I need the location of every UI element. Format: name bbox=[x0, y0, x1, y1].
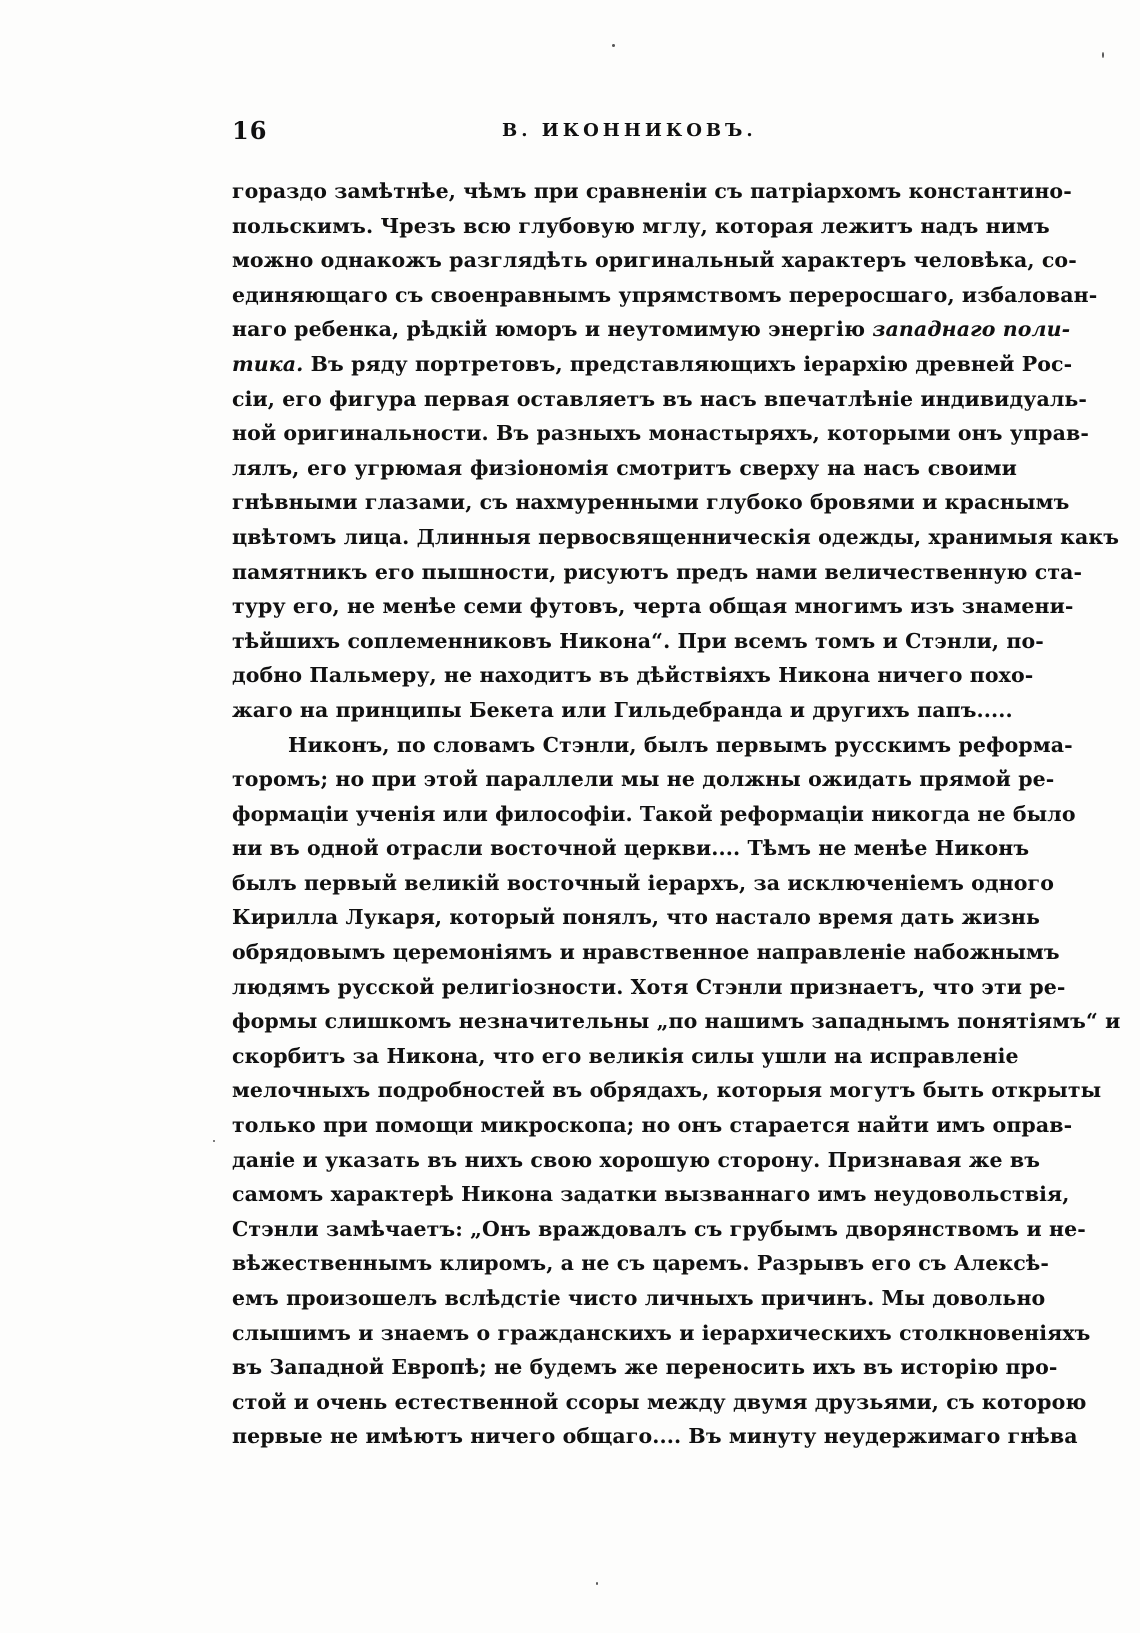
text-line: ни въ одной отрасли восточной церкви.... Тѣмъ не менѣе Никонъ bbox=[232, 836, 1030, 861]
text-span: наго ребенка, рѣдкій юморъ и неутомимую энергію bbox=[232, 317, 866, 342]
text-line: Никонъ, по словамъ Стэнли, былъ первымъ русскимъ реформа- bbox=[288, 732, 1073, 757]
text-line: лялъ, его угрюмая физіономія смотритъ сверху на насъ своими bbox=[232, 455, 1017, 480]
text-line: единяющаго съ своенравнымъ упрямствомъ переросшаго, избалован- bbox=[232, 282, 1098, 307]
text-line bbox=[232, 347, 1073, 382]
text-line: гораздо замѣтнѣе, чѣмъ при сравненіи съ патріархомъ константино- bbox=[232, 179, 1072, 203]
text-line: ной оригинальности. Въ разныхъ монастыряхъ, которыми онъ управ- bbox=[232, 421, 1089, 446]
text-line: только при помощи микроскопа; но онъ старается найти имъ оправ- bbox=[232, 1113, 1073, 1138]
text-line: польскимъ. Чрезъ всю глубовую мглу, которая лежитъ надъ нимъ bbox=[232, 213, 1050, 238]
text-line bbox=[232, 312, 1071, 347]
text-line: даніе и указать въ нихъ свою хорошую сторону. Признавая же въ bbox=[232, 1147, 1041, 1172]
text-line: емъ произошелъ вслѣдстіе чисто личныхъ причинъ. Мы довольно bbox=[232, 1286, 1046, 1310]
text-line: памятникъ его пышности, рисуютъ предъ нами величественную ста- bbox=[232, 559, 1083, 584]
text-line: торомъ; но при этой параллели мы не должны ожидать прямой ре- bbox=[232, 767, 1055, 792]
text-line: тѣйшихъ соплеменниковъ Никона“. При всемъ томъ и Стэнли, по- bbox=[232, 628, 1044, 653]
running-head: В. ИКОННИКОВЪ. bbox=[502, 120, 757, 141]
text-line: самомъ характерѣ Никона задатки вызваннаго имъ неудовольствія, bbox=[232, 1182, 1070, 1207]
text-line: слышимъ и знаемъ о гражданскихъ и іерархическихъ столкновеніяхъ bbox=[232, 1320, 1091, 1345]
italic-phrase: тика. bbox=[232, 351, 304, 376]
text-line: людямъ русской религіозности. Хотя Стэнли признаетъ, что эти ре- bbox=[232, 974, 1066, 999]
text-line: цвѣтомъ лица. Длинныя первосвященническія одежды, хранимыя какъ bbox=[232, 524, 1120, 549]
text-line: вѣжественнымъ клиромъ, а не съ царемъ. Разрывъ его съ Алексѣ- bbox=[232, 1251, 1049, 1276]
italic-phrase: западнаго поли- bbox=[872, 317, 1071, 342]
text-line: первые не имѣютъ ничего общаго.... Въ минуту неудержимаго гнѣва bbox=[232, 1424, 1078, 1449]
text-line: туру его, не менѣе семи футовъ, черта общая многимъ изъ знамени- bbox=[232, 594, 1074, 619]
paper-speck bbox=[1102, 52, 1104, 58]
text-line: Кирилла Лукаря, который понялъ, что настало время дать жизнь bbox=[232, 905, 1041, 930]
text-line: можно однакожъ разглядѣть оригинальный характеръ человѣка, со- bbox=[232, 248, 1077, 273]
text-line: скорбитъ за Никона, что его великія силы ушли на исправленіе bbox=[232, 1043, 1019, 1068]
text-line: стой и очень естественной ссоры между двумя друзьями, съ которою bbox=[232, 1389, 1087, 1414]
paper-speck bbox=[612, 44, 615, 47]
text-line: формы слишкомъ незначительны „по нашимъ западнымъ понятіямъ“ и bbox=[232, 1009, 1121, 1034]
paper-speck bbox=[596, 1582, 598, 1585]
text-line: былъ первый великій восточный іерархъ, за исключеніемъ одного bbox=[232, 870, 1054, 895]
page-number: 16 bbox=[232, 116, 268, 145]
body-text bbox=[232, 174, 1121, 1454]
text-line: жаго на принципы Бекета или Гильдебранда и другихъ папъ..... bbox=[232, 697, 1013, 722]
text-line: гнѣвными глазами, съ нахмуренными глубоко бровями и краснымъ bbox=[232, 490, 1070, 515]
text-line: Стэнли замѣчаетъ: „Онъ враждовалъ съ грубымъ дворянствомъ и не- bbox=[232, 1216, 1086, 1241]
text-line: обрядовымъ церемоніямъ и нравственное направленіе набожнымъ bbox=[232, 940, 1060, 965]
paper-speck bbox=[213, 1140, 215, 1142]
text-line: сіи, его фигура первая оставляетъ въ насъ впечатлѣніе индивидуаль- bbox=[232, 386, 1088, 411]
text-line: мелочныхъ подробностей въ обрядахъ, которыя могутъ быть открыты bbox=[232, 1078, 1102, 1103]
text-line: формаціи ученія или философіи. Такой реформаціи никогда не было bbox=[232, 801, 1076, 826]
page-header bbox=[232, 116, 1017, 150]
text-span: Въ ряду портретовъ, представляющихъ іерархію древней Рос- bbox=[303, 351, 1073, 376]
text-line: добно Пальмеру, не находитъ въ дѣйствіяхъ Никона ничего похо- bbox=[232, 663, 1034, 688]
text-line: въ Западной Европѣ; не будемъ же переносить ихъ въ исторію про- bbox=[232, 1355, 1058, 1380]
